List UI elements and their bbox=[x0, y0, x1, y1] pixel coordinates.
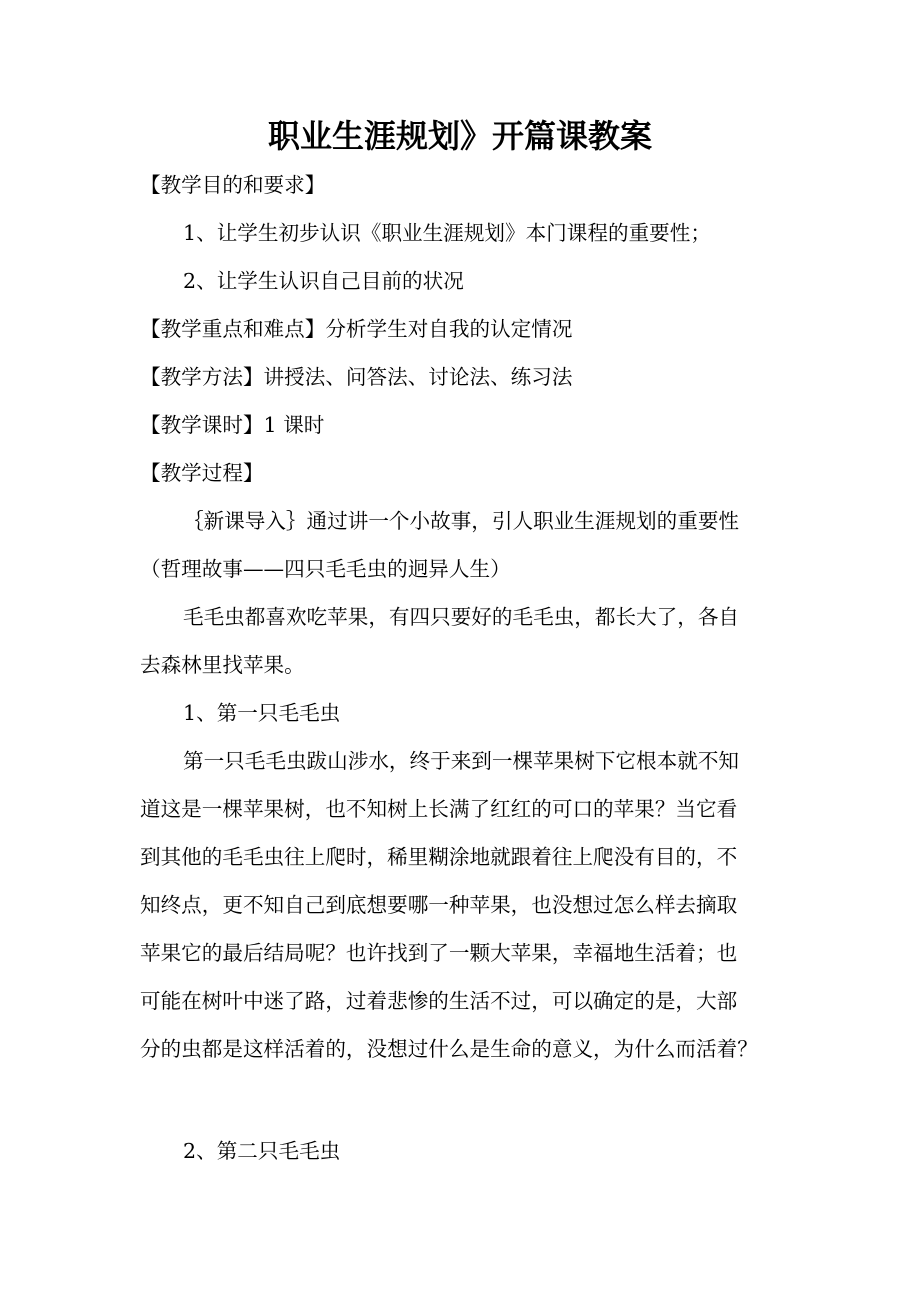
process-heading: 【教学过程】 bbox=[140, 461, 264, 485]
caterpillar-1-line-3: 到其他的毛毛虫往上爬时，稀里糊涂地就跟着往上爬没有目的，不 bbox=[140, 845, 738, 869]
caterpillar-1-line-7: 分的虫都是这样活着的，没想过什么是生命的意义，为什么而活着？ bbox=[140, 1037, 758, 1061]
hours-line: 【教学课时】1 课时 bbox=[140, 413, 325, 437]
objective-item-2: 2、让学生认识自己目前的状况 bbox=[183, 269, 464, 293]
caterpillar-1-line-4: 知终点，更不知自己到底想要哪一种苹果，也没想过怎么样去摘取 bbox=[140, 893, 738, 917]
intro-paragraph-line-2: （哲理故事——四只毛毛虫的迥异人生） bbox=[140, 557, 511, 581]
caterpillar-1-line-5: 苹果它的最后结局呢？也许找到了一颗大苹果，幸福地生活着；也 bbox=[140, 941, 738, 965]
story-paragraph-line-1: 毛毛虫都喜欢吃苹果，有四只要好的毛毛虫，都长大了，各自 bbox=[183, 605, 740, 629]
objective-item-1: 1、让学生初步认识《职业生涯规划》本门课程的重要性； bbox=[183, 221, 711, 245]
caterpillar-1-line-1: 第一只毛毛虫跋山涉水，终于来到一棵苹果树下它根本就不知 bbox=[183, 749, 740, 773]
objective-heading: 【教学目的和要求】 bbox=[140, 173, 326, 197]
story-paragraph-line-2: 去森林里找苹果。 bbox=[140, 653, 305, 677]
caterpillar-1-line-2: 道这是一棵苹果树，也不知树上长满了红红的可口的苹果？当它看 bbox=[140, 797, 738, 821]
caterpillar-1-heading: 1、第一只毛毛虫 bbox=[183, 701, 341, 725]
caterpillar-2-heading: 2、第二只毛毛虫 bbox=[183, 1139, 341, 1163]
document-title: 职业生涯规划》开篇课教案 bbox=[267, 117, 652, 155]
methods-line: 【教学方法】讲授法、问答法、讨论法、练习法 bbox=[140, 365, 573, 389]
caterpillar-1-line-6: 可能在树叶中迷了路，过着悲惨的生活不过，可以确定的是，大部 bbox=[140, 989, 738, 1013]
intro-paragraph-line-1: ｛新课导入｝通过讲一个小故事，引人职业生涯规划的重要性 bbox=[183, 509, 740, 533]
key-points-line: 【教学重点和难点】分析学生对自我的认定情况 bbox=[140, 317, 573, 341]
